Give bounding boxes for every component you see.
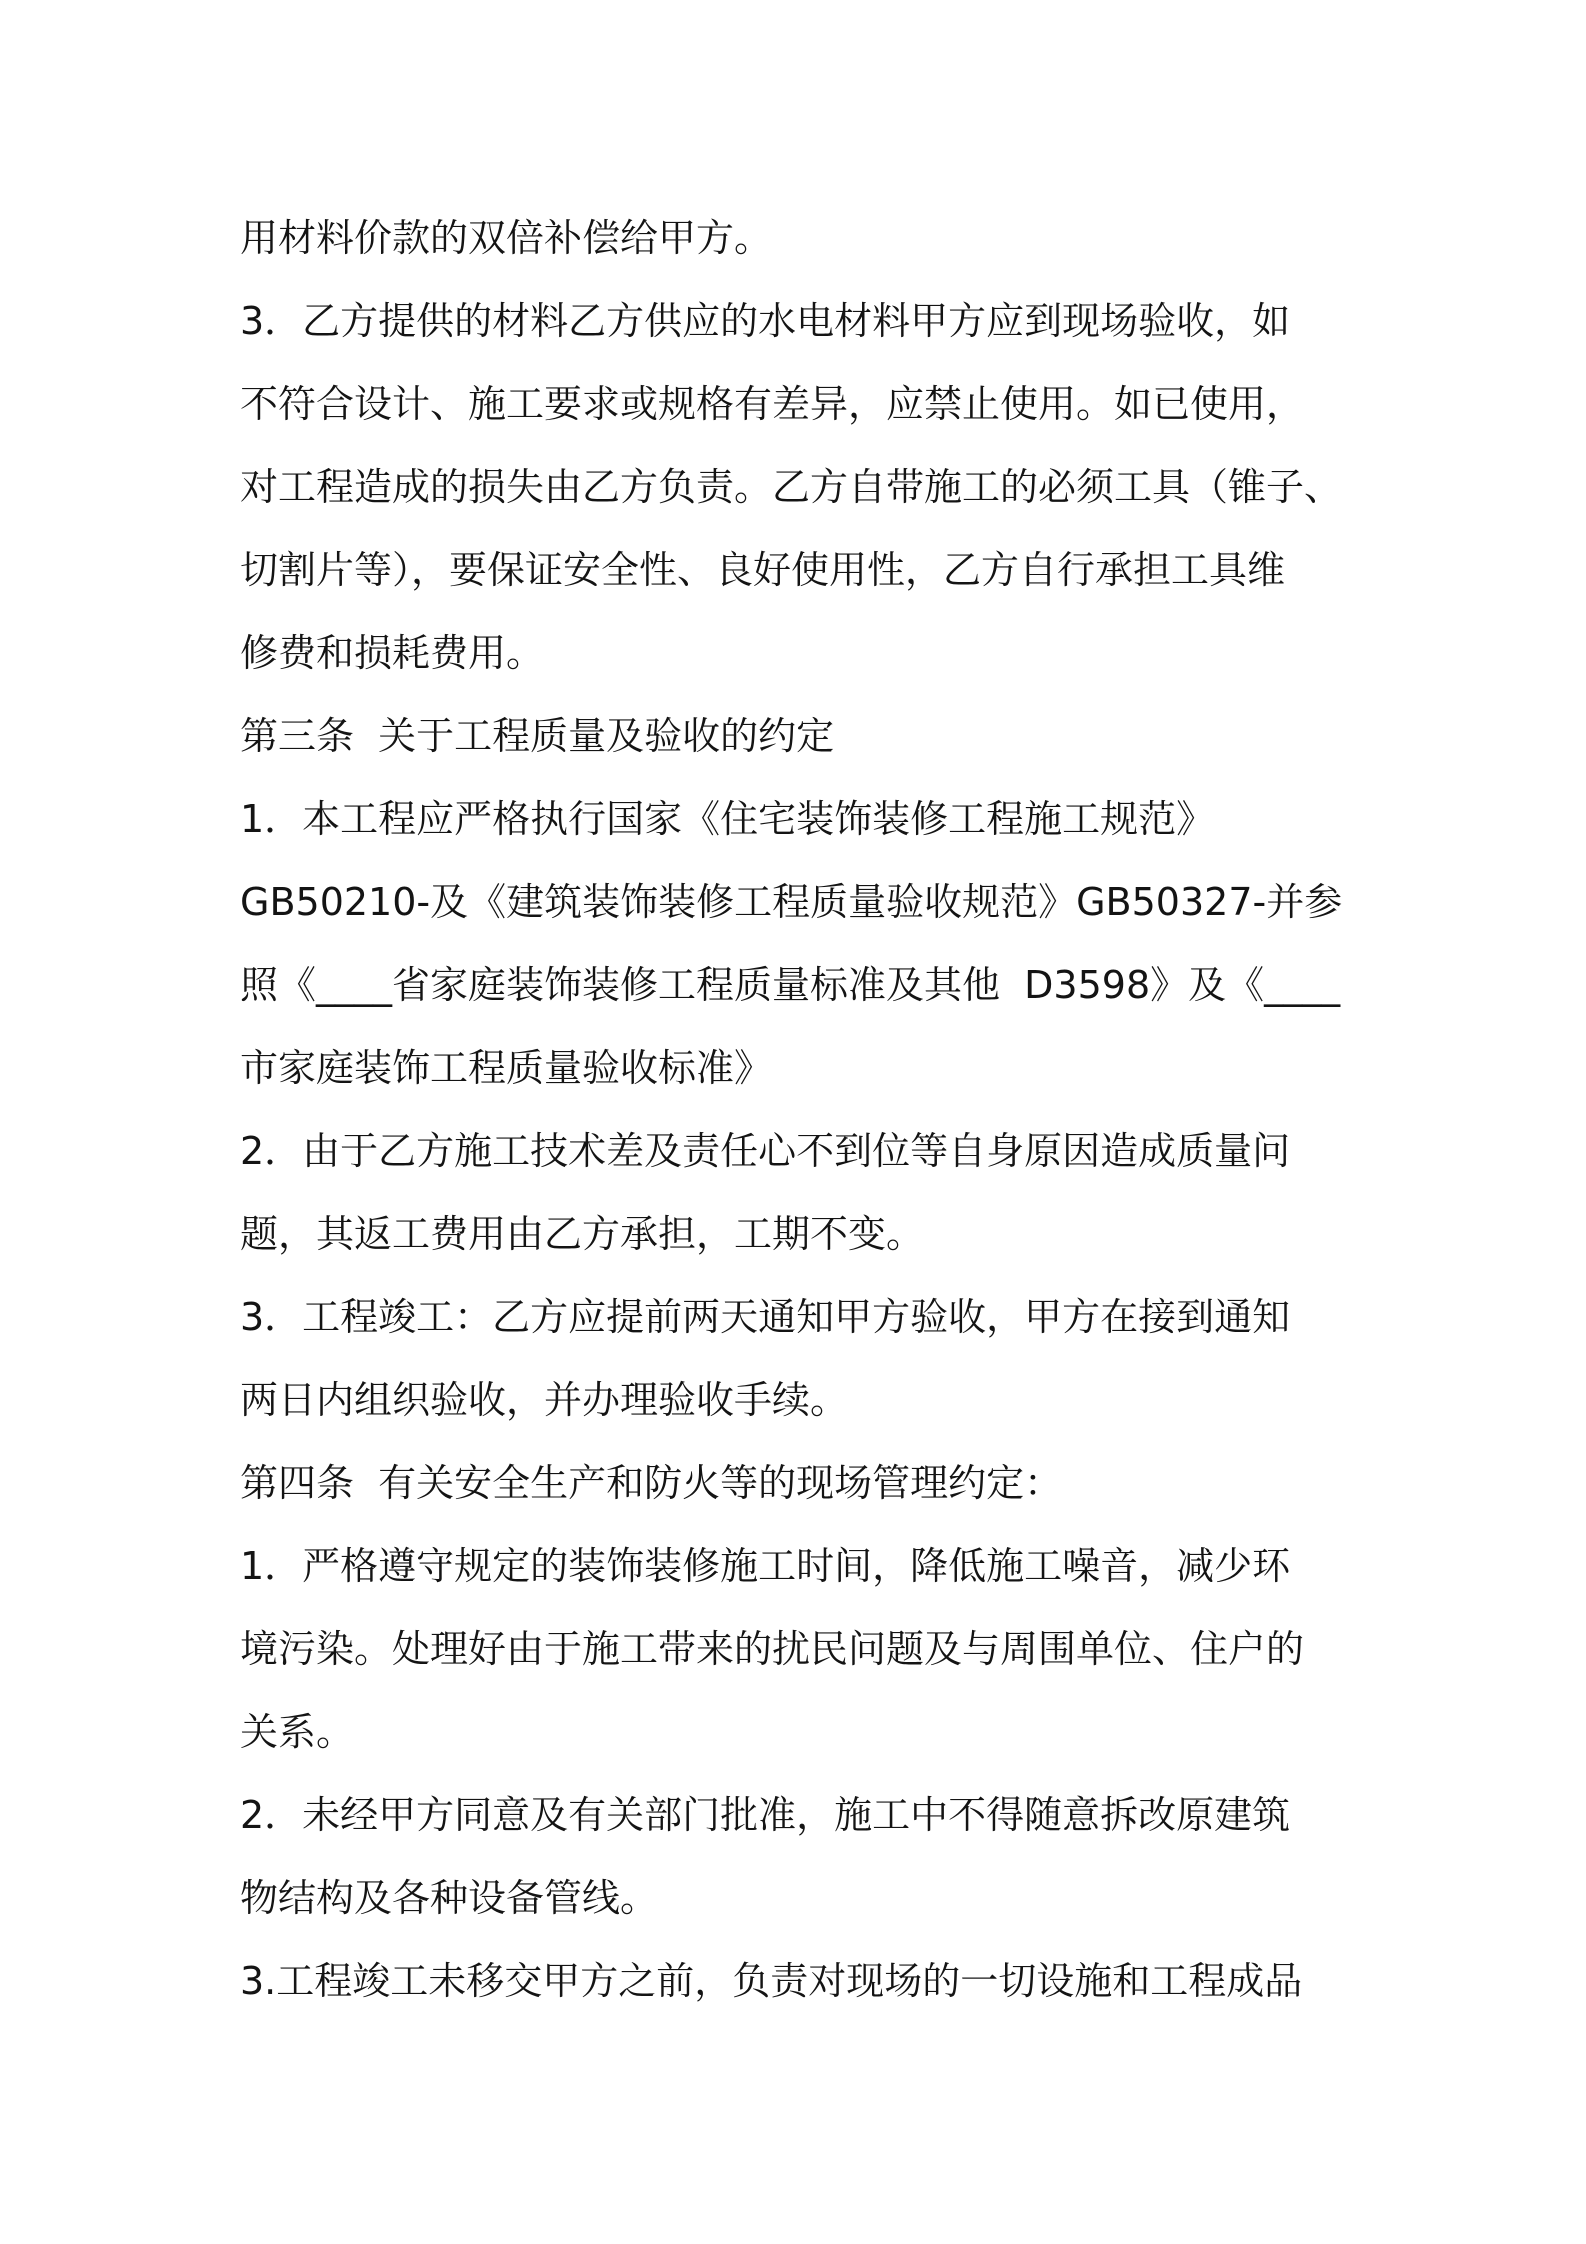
text-line: 题，其返工费用由乙方承担，工期不变。: [240, 1212, 925, 1256]
text-line: GB50210-及《建筑装饰装修工程质量验收规范》GB50327-并参: [240, 880, 1343, 924]
text-line: 两日内组织验收，并办理验收手续。: [240, 1378, 849, 1422]
contract-text: [240, 197, 1370, 2023]
text-line: 用材料价款的双倍补偿给甲方。: [240, 216, 773, 260]
text-line: 物结构及各种设备管线。: [240, 1876, 659, 1920]
clause-1-construction-time: 1．严格遵守规定的装饰装修施工时间，降低施工噪音，减少环: [240, 1544, 1291, 1588]
text-line: 修费和损耗费用。: [240, 631, 545, 675]
text-line: 关系。: [240, 1710, 355, 1754]
text-line: 市家庭装饰工程质量验收标准》: [240, 1046, 773, 1090]
clause-2-rework: 2．由于乙方施工技术差及责任心不到位等自身原因造成质量问: [240, 1129, 1291, 1173]
text-line: 切割片等），要保证安全性、良好使用性，乙方自行承担工具维: [240, 548, 1286, 592]
text-line: 不符合设计、施工要求或规格有差异，应禁止使用。如已使用，: [240, 382, 1305, 426]
text-line: 照《____省家庭装饰装修工程质量标准及其他 D3598》及《____: [240, 963, 1341, 1007]
article-3-heading: 第三条 关于工程质量及验收的约定: [240, 714, 835, 758]
clause-3-site-protection: 3.工程竣工未移交甲方之前，负责对现场的一切设施和工程成品: [240, 1959, 1303, 2003]
text-line: 对工程造成的损失由乙方负责。乙方自带施工的必须工具（锥子、: [240, 465, 1343, 509]
clause-2-structure: 2．未经甲方同意及有关部门批准，施工中不得随意拆改原建筑: [240, 1793, 1291, 1837]
clause-1-standards: 1．本工程应严格执行国家《住宅装饰装修工程施工规范》: [240, 797, 1215, 841]
clause-3-material-inspection: 3．乙方提供的材料乙方供应的水电材料甲方应到现场验收，如: [240, 299, 1291, 343]
text-line: 境污染。处理好由于施工带来的扰民问题及与周围单位、住户的: [240, 1627, 1305, 1671]
article-4-heading: 第四条 有关安全生产和防火等的现场管理约定：: [240, 1461, 1063, 1505]
clause-3-completion: 3．工程竣工：乙方应提前两天通知甲方验收，甲方在接到通知: [240, 1295, 1291, 1339]
